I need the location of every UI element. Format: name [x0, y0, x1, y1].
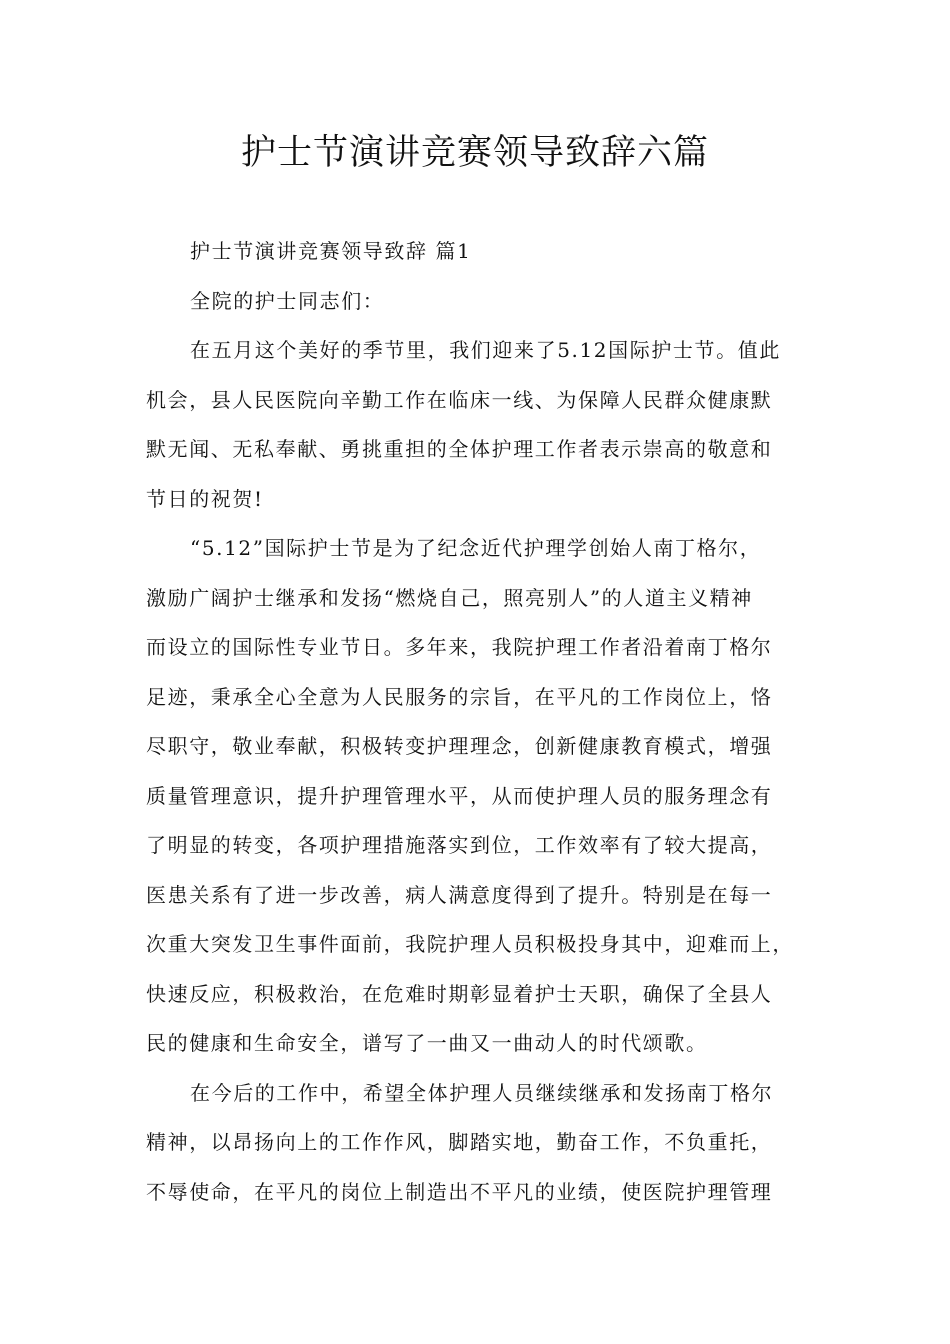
paragraph-line: 激励广阔护士继承和发扬“燃烧自己，照亮别人”的人道主义精神 — [146, 585, 753, 610]
paragraph-line: 次重大突发卫生事件面前，我院护理人员积极投身其中，迎难而上， — [146, 932, 794, 956]
paragraph-line: 医患关系有了进一步改善，病人满意度得到了提升。特别是在每一 — [146, 882, 773, 907]
paragraph-line: 精神，以昂扬向上的工作作风，脚踏实地，勤奋工作，不负重托， — [146, 1130, 773, 1154]
document-body — [146, 227, 806, 1217]
paragraph-line: 尽职守，敬业奉献，积极转变护理理念，创新健康教育模式，增强 — [146, 734, 773, 758]
paragraph-line: 机会，县人民医院向辛勤工作在临床一线、为保障人民群众健康默 — [146, 387, 773, 412]
paragraph-line: “5.12”国际护士节是为了纪念近代护理学创始人南丁格尔， — [190, 536, 762, 560]
paragraph-line: 而设立的国际性专业节日。多年来，我院护理工作者沿着南丁格尔 — [146, 635, 773, 659]
document-title: 护士节演讲竞赛领导致辞六篇 — [240, 133, 709, 173]
paragraph-line: 默无闻、无私奉献、勇挑重担的全体护理工作者表示崇高的敬意和 — [146, 437, 773, 461]
salutation: 全院的护士同志们： — [190, 288, 385, 313]
section-heading: 护士节演讲竞赛领导致辞 篇1 — [190, 239, 472, 263]
paragraph-line: 民的健康和生命安全，谱写了一曲又一曲动人的时代颂歌。 — [146, 1031, 708, 1055]
paragraph-line: 质量管理意识，提升护理管理水平，从而使护理人员的服务理念有 — [146, 783, 773, 808]
paragraph-line: 在今后的工作中，希望全体护理人员继续继承和发扬南丁格尔 — [190, 1080, 774, 1105]
paragraph-line: 足迹，秉承全心全意为人民服务的宗旨，在平凡的工作岗位上，恪 — [146, 684, 773, 709]
paragraph-line: 不辱使命，在平凡的岗位上制造出不平凡的业绩，使医院护理管理 — [146, 1179, 773, 1204]
paragraph-line: 了明显的转变，各项护理措施落实到位，工作效率有了较大提高， — [146, 833, 773, 857]
paragraph-line: 在五月这个美好的季节里，我们迎来了5.12国际护士节。值此 — [190, 338, 781, 362]
paragraph-line: 快速反应，积极救治，在危难时期彰显着护士天职，确保了全县人 — [146, 981, 773, 1006]
paragraph-line: 节日的祝贺! — [146, 486, 264, 511]
